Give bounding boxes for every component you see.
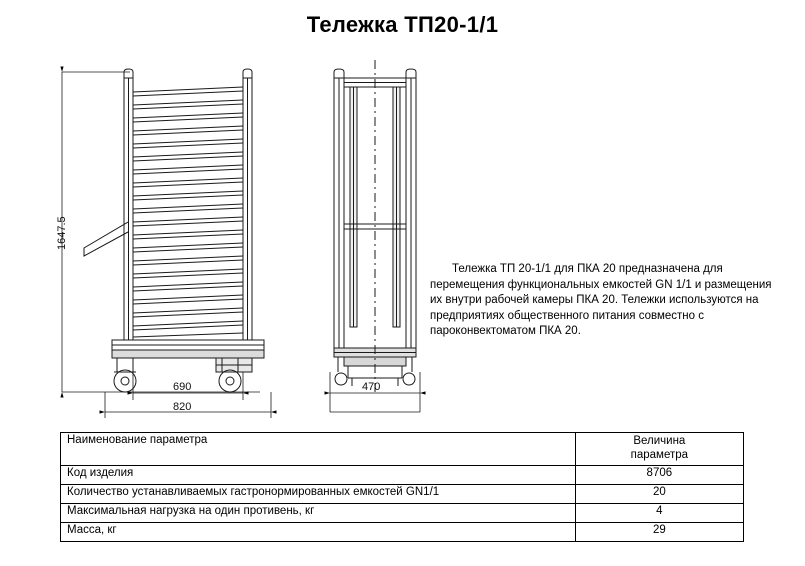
table-row <box>61 485 744 504</box>
table-cell-name: Количество устанавливаемых гастронормированных емкостей GN1/1 <box>61 485 576 504</box>
table-cell-name: Код изделия <box>61 466 576 485</box>
table-header-value-line2: параметра <box>630 449 689 461</box>
table-row <box>61 504 744 523</box>
page-title: Тележка ТП20-1/1 <box>306 12 499 37</box>
dimension-depth-label: 470 <box>362 381 381 393</box>
table-header-value-line1: Величина <box>633 435 686 447</box>
table-cell-value: 20 <box>575 485 743 504</box>
table-header-row <box>61 433 744 466</box>
table-header-value <box>575 433 743 466</box>
specification-table <box>60 432 744 542</box>
table-cell-name: Максимальная нагрузка на один противень, кг <box>61 504 576 523</box>
table-row <box>61 466 744 485</box>
table-header-name: Наименование параметра <box>61 433 576 466</box>
product-description: Тележка ТП 20-1/1 для ПКА 20 предназначена для перемещения функциональных емкостей GN 1/1 и размещения их внутри рабочей камеры ПКА 20. Тележки используются на предприятиях общественного питания совместно с пароконвектоматом ПКА 20. <box>430 263 772 337</box>
dimension-height-label: 1647.5 <box>56 216 68 250</box>
front-view <box>334 60 416 392</box>
table-cell-value: 4 <box>575 504 743 523</box>
dimension-width-outer-label: 820 <box>173 401 192 413</box>
table-cell-name: Масса, кг <box>61 523 576 542</box>
table-row <box>61 523 744 542</box>
table-cell-value: 8706 <box>575 466 743 485</box>
table-cell-value: 29 <box>575 523 743 542</box>
side-view <box>84 69 264 392</box>
dimension-width-inner-label: 690 <box>173 381 192 393</box>
